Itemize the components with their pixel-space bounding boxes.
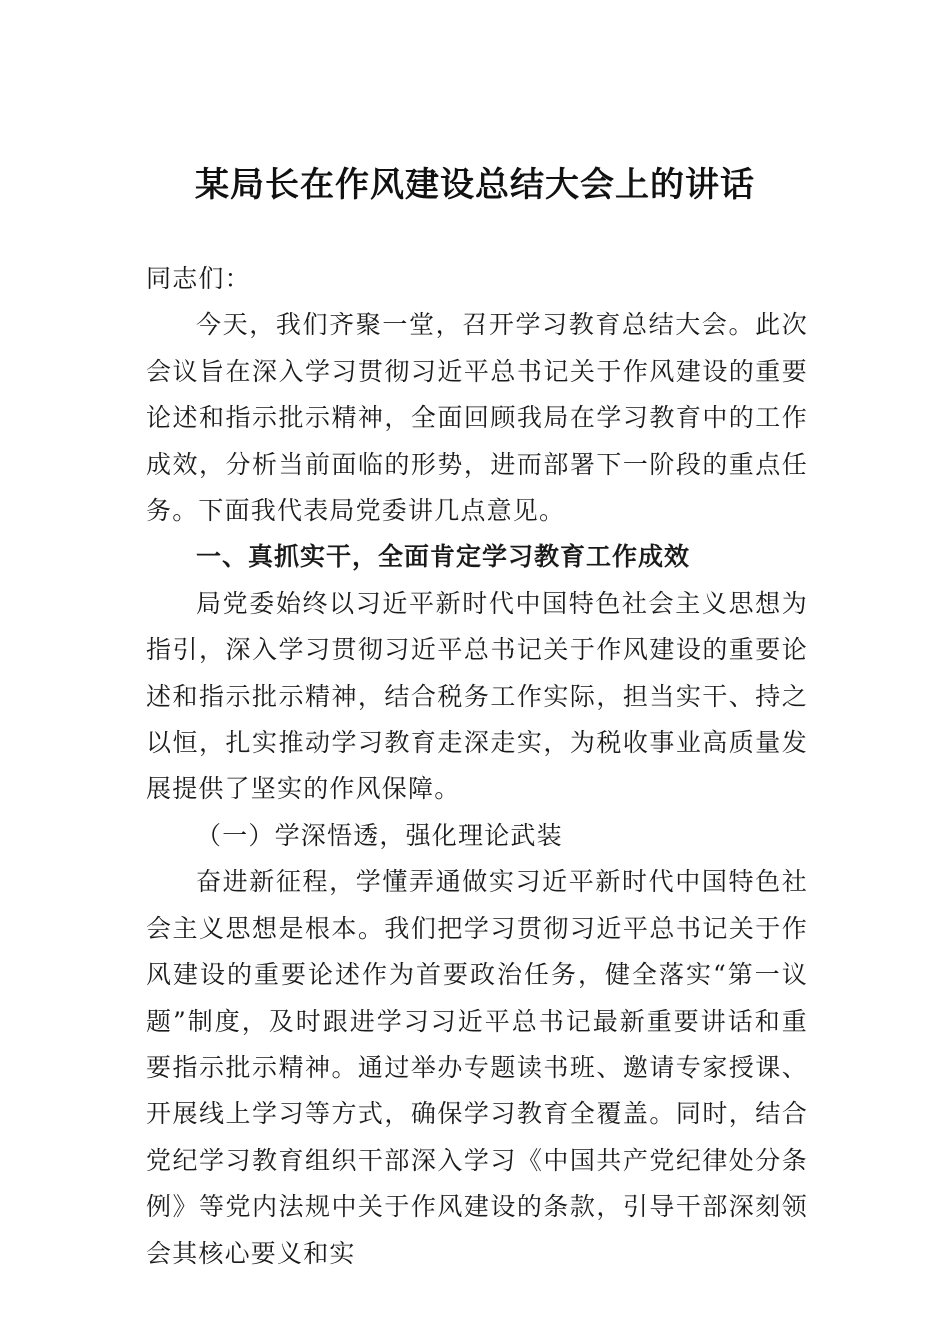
document-body: [146, 256, 808, 1277]
subsection-heading: （一）学深悟透，强化理论武装: [196, 820, 563, 850]
paragraph-section-one: 局党委始终以习近平新时代中国特色社会主义思想为指引，深入学习贯彻习近平总书记关于作风建设的重要论述和指示批示精神，结合税务工作实际，担当实干、持之以恒，扎实推动学习教育走深走实，为税收事业高质量发展提供了坚实的作风保障。: [146, 588, 808, 804]
document-title: 某局长在作风建设总结大会上的讲话: [195, 165, 755, 205]
paragraph-intro: 今天，我们齐聚一堂，召开学习教育总结大会。此次会议旨在深入学习贯彻习近平总书记关于作风建设的重要论述和指示批示精神，全面回顾我局在学习教育中的工作成效，分析当前面临的形势，进而部署下一阶段的重点任务。下面我代表局党委讲几点意见。: [146, 310, 808, 526]
paragraph-subsection-one: 奋进新征程，学懂弄通做实习近平新时代中国特色社会主义思想是根本。我们把学习贯彻习近平总书记关于作风建设的重要论述作为首要政治任务，健全落实“第一议题”制度，及时跟进学习习近平总书记最新重要讲话和重要指示批示精神。通过举办专题读书班、邀请专家授课、开展线上学习等方式，确保学习教育全覆盖。同时，结合党纪学习教育组织干部深入学习《中国共产党纪律处分条例》等党内法规中关于作风建设的条款，引导干部深刻领会其核心要义和实: [146, 867, 808, 1268]
section-heading: 一、真抓实干，全面肯定学习教育工作成效: [196, 542, 691, 572]
salutation: 同志们：: [146, 264, 251, 293]
